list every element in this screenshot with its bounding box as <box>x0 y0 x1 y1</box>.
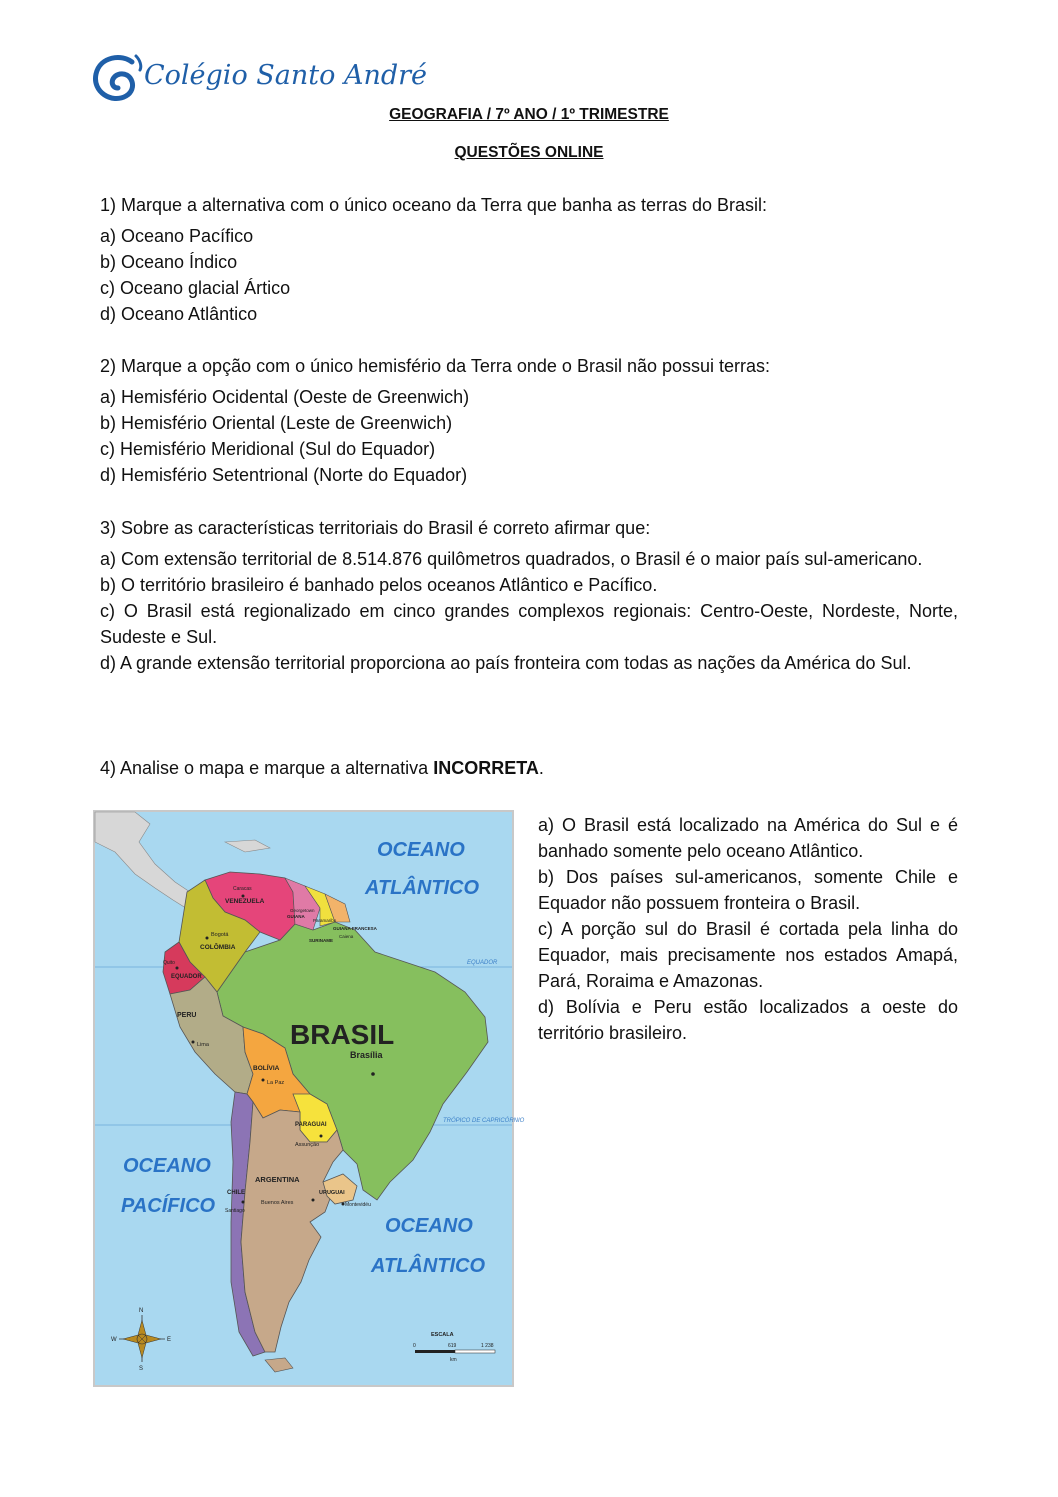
country-label: BOLÍVIA <box>253 1065 280 1072</box>
equator-label: EQUADOR <box>467 960 498 966</box>
question-prompt: 3) Sobre as características territoriais do Brasil é correto afirmar que: <box>100 518 651 538</box>
ocean-label: PACÍFICO <box>121 1195 216 1217</box>
capital-dot <box>320 1135 323 1138</box>
city-label: Assunção <box>295 1142 320 1148</box>
option-b: b) Dos países sul-americanos, somente Chile e Equador não possuem fronteira o Brasil. <box>538 867 958 913</box>
country-label: COLÔMBIA <box>200 944 236 951</box>
capital-dot <box>242 895 245 898</box>
city-label: Buenos Aires <box>261 1200 294 1206</box>
svg-text:E: E <box>167 1337 172 1343</box>
option-b: b) Hemisfério Oriental (Leste de Greenwich) <box>100 413 453 433</box>
country-label: GUIANA <box>287 914 305 919</box>
option-d: d) Hemisfério Setentrional (Norte do Equador) <box>100 465 468 485</box>
option-d: d) A grande extensão territorial proporciona ao país fronteira com todas as nações da América do Sul. <box>100 653 912 673</box>
option-c: c) A porção sul do Brasil é cortada pela linha do Equador, mais precisamente nos estados Amapá, Pará, Roraima e Amazonas. <box>538 919 958 991</box>
option-c: c) Oceano glacial Ártico <box>100 278 291 298</box>
country-label: PARAGUAI <box>295 1122 327 1128</box>
tropic-label: TRÓPICO DE CAPRICÓRNIO <box>443 1118 525 1124</box>
svg-text:ESCALA: ESCALA <box>431 1332 454 1338</box>
option-a: a) Com extensão territorial de 8.514.876 quilômetros quadrados, o Brasil é o maior país sul-americano. <box>100 549 923 569</box>
svg-text:619: 619 <box>448 1343 457 1349</box>
capital-dot <box>262 1079 265 1082</box>
question-3 <box>100 515 958 676</box>
swirl-logo-icon <box>92 52 144 108</box>
ocean-label: ATLÂNTICO <box>365 877 480 899</box>
city-label: Quito <box>163 960 175 966</box>
country-label: EQUADOR <box>171 974 202 980</box>
svg-text:W: W <box>111 1337 117 1343</box>
city-label: Georgetown <box>290 908 315 913</box>
country-label: VENEZUELA <box>225 898 265 905</box>
svg-text:km: km <box>450 1357 457 1363</box>
option-a: a) Hemisfério Ocidental (Oeste de Greenwich) <box>100 387 470 407</box>
ocean-label: OCEANO <box>123 1155 211 1177</box>
city-label: Paramaribo <box>313 918 337 923</box>
question-2 <box>100 353 958 488</box>
scale-bar <box>413 1332 495 1363</box>
ocean-label: OCEANO <box>377 839 465 861</box>
south-america-map <box>93 810 525 1387</box>
capital-dot <box>192 1041 195 1044</box>
question-prompt: 4) Analise o mapa e marque a alternativa INCORRETA. <box>100 758 544 778</box>
option-a: a) O Brasil está localizado na América do Sul e é banhado somente pelo oceano Atlântico. <box>538 815 958 861</box>
capital-dot <box>176 967 179 970</box>
ocean-label: OCEANO <box>385 1215 473 1237</box>
svg-text:0: 0 <box>413 1343 416 1349</box>
city-label: Bogotá <box>211 932 229 938</box>
question-prompt: 2) Marque a opção com o único hemisfério da Terra onde o Brasil não possui terras: <box>100 356 771 376</box>
option-c: c) O Brasil está regionalizado em cinco grandes complexos regionais: Centro-Oeste, Nordeste, Norte, Sudeste e Sul. <box>100 601 958 647</box>
school-logo <box>92 52 428 108</box>
city-label: Montevidéu <box>345 1202 371 1208</box>
country-label: BRASIL <box>290 1019 395 1050</box>
city-label: La Paz <box>267 1080 285 1086</box>
capital-dot <box>312 1199 315 1202</box>
option-a: a) Oceano Pacífico <box>100 226 254 246</box>
city-label: Santiago <box>225 1208 245 1214</box>
country-label: PERU <box>177 1012 197 1019</box>
city-label: Lima <box>197 1042 209 1048</box>
svg-text:N: N <box>139 1308 144 1314</box>
country-label: SURINAME <box>309 938 334 943</box>
question-prompt: 1) Marque a alternativa com o único oceano da Terra que banha as terras do Brasil: <box>100 195 768 215</box>
prompt-emphasis: INCORRETA <box>433 758 539 778</box>
option-b: b) O território brasileiro é banhado pelos oceanos Atlântico e Pacífico. <box>100 575 658 595</box>
central-america-shape <box>95 812 197 910</box>
option-c: c) Hemisfério Meridional (Sul do Equador) <box>100 439 436 459</box>
capital-dot <box>206 937 209 940</box>
city-label: Caracas <box>233 886 252 892</box>
country-label: ARGENTINA <box>255 1175 300 1184</box>
option-b: b) Oceano Índico <box>100 252 238 272</box>
svg-text:S: S <box>139 1366 144 1372</box>
capital-dot <box>371 1072 375 1076</box>
compass-rose-icon <box>111 1308 171 1372</box>
capital-dot <box>242 1201 245 1204</box>
page-title: GEOGRAFIA / 7º ANO / 1º TRIMESTRE <box>389 106 669 123</box>
country-label: URUGUAI <box>319 1190 345 1196</box>
caribbean-island-shape <box>225 840 270 852</box>
question-4 <box>100 755 958 781</box>
country-label: GUIANA FRANCESA <box>333 926 377 931</box>
school-name: Colégio Santo André <box>144 60 428 91</box>
svg-text:1 238: 1 238 <box>481 1343 494 1349</box>
option-d: d) Oceano Atlântico <box>100 304 258 324</box>
option-d: d) Bolívia e Peru estão localizados a oeste do território brasileiro. <box>538 997 958 1043</box>
city-label: Caiena <box>339 934 354 939</box>
ocean-label: ATLÂNTICO <box>371 1255 486 1277</box>
question-1 <box>100 192 958 327</box>
page-subtitle: QUESTÕES ONLINE <box>454 144 604 161</box>
question-4-options <box>538 812 958 1046</box>
terra-do-fogo-shape <box>265 1358 293 1372</box>
country-label: CHILE <box>227 1190 245 1196</box>
city-label: Brasília <box>350 1050 383 1060</box>
